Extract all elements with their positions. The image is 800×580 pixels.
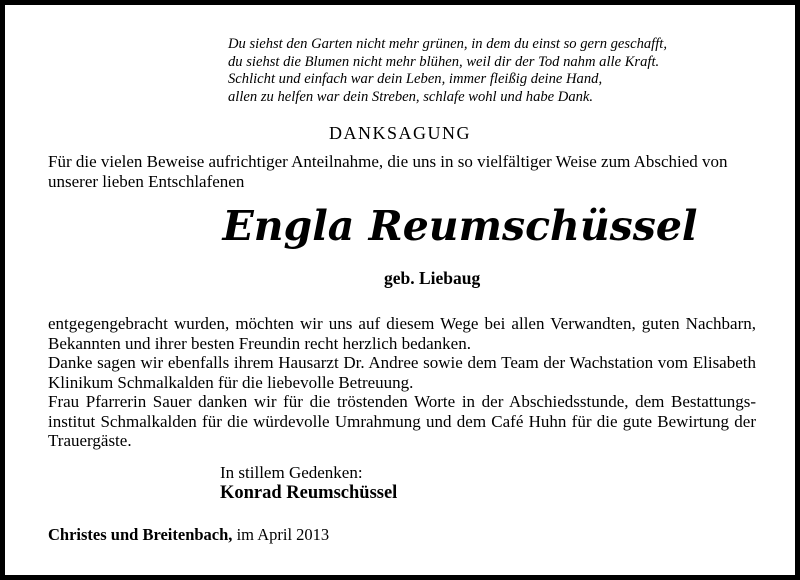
- body-text: [48, 314, 756, 451]
- signer-name: Konrad Reumschüssel: [220, 483, 398, 503]
- poem-line: du siehst die Blumen nicht mehr blühen, weil dir der Tod nahm alle Kraft.: [228, 53, 660, 70]
- body-paragraph: entgegengebracht wurden, möchten wir uns auf diesem Wege bei allen Verwandten, guten Nachbarn, Bekannten und ihrer besten Freundin recht herzlich bedanken.: [48, 314, 756, 353]
- heading: DANKSAGUNG: [328, 123, 471, 143]
- maiden-name: geb. Liebaug: [384, 268, 481, 288]
- poem: [228, 36, 768, 106]
- poem-line: Du siehst den Garten nicht mehr grünen, in dem du einst so gern geschafft,: [228, 36, 667, 52]
- place-date: [48, 525, 329, 545]
- poem-line: Schlicht und einfach war dein Leben, immer fleißig deine Hand,: [228, 71, 603, 87]
- place: Christes und Breitenbach,: [48, 525, 233, 544]
- deceased-name: Engla Reumschüssel: [222, 202, 698, 250]
- date: im April 2013: [232, 525, 330, 544]
- body-paragraph: Danke sagen wir ebenfalls ihrem Hausarzt Dr. Andree sowie dem Team der Wachstation vom Elisabeth Klinikum Schmalkalden für die liebevolle Betreuung.: [48, 353, 756, 392]
- intro-text: Für die vielen Beweise aufrichtiger Anteilnahme, die uns in so vielfältiger Weise zum Abschied von unserer lieben Entschlafenen: [48, 152, 728, 191]
- poem-line: allen zu helfen war dein Streben, schlafe wohl und habe Dank.: [228, 88, 594, 105]
- body-paragraph: Frau Pfarrerin Sauer danken wir für die tröstenden Worte in der Abschiedsstunde, dem Bestattungs-institut Schmalkalden für die würdevolle Umrahmung und dem Café Huhn für die gute Bewirtung der Trauergäste.: [48, 392, 756, 450]
- closing-text: In stillem Gedenken:: [220, 463, 363, 482]
